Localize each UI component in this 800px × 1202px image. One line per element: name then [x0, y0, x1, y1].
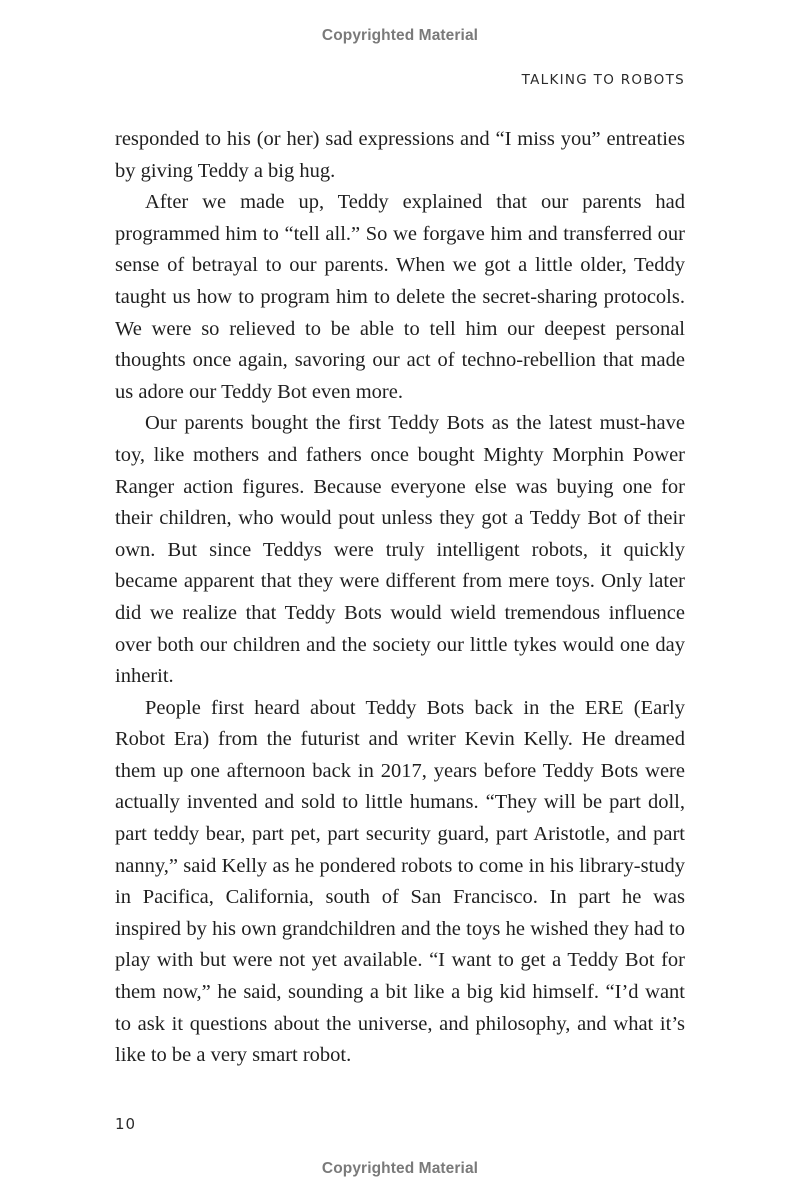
paragraph-continued: responded to his (or her) sad expressions and “I miss you” entreaties by giving Teddy a big hug. [115, 128, 685, 182]
page-number: 10 [115, 1115, 137, 1133]
paragraph: Our parents bought the first Teddy Bots as the latest must-have toy, like mothers and fathers once bought Mighty Morphin Power Ranger action figures. Because everyone else was buying one for their children, who would pout unless they got a Teddy Bot of their own. But since Teddys were truly intelligent robots, it quickly became apparent that they were different from mere toys. Only later did we realize that Teddy Bots would wield tremendous influence over both our children and the society our little tykes would one day inherit. [115, 412, 685, 688]
body-text [115, 124, 685, 1072]
running-head: TALKING TO ROBOTS [521, 72, 685, 88]
copyright-watermark-bottom: Copyrighted Material [321, 1160, 479, 1177]
paragraph: People first heard about Teddy Bots back in the ERE (Early Robot Era) from the futurist and writer Kevin Kelly. He dreamed them up one afternoon back in 2017, years before Teddy Bots were actually invented and sold to little humans. “They will be part doll, part teddy bear, part pet, part security guard, part Aristotle, and part nanny,” said Kelly as he pondered robots to come in his library-study in Pacifica, California, south of San Francisco. In part he was inspired by his own grandchildren and the toys he wished they had to play with but were not yet available. “I want to get a Teddy Bot for them now,” he said, sounding a bit like a big kid himself. “I’d want to ask it questions about the universe, and philosophy, and what it’s like to be a very smart robot. [115, 696, 685, 1067]
copyright-watermark-top: Copyrighted Material [321, 27, 479, 44]
paragraph: After we made up, Teddy explained that our parents had programmed him to “tell all.” So we forgave him and transferred our sense of betrayal to our parents. When we got a little older, Teddy taught us how to program him to delete the secret-sharing protocols. We were so relieved to be able to tell him our deepest personal thoughts once again, savoring our act of techno-rebellion that made us adore our Teddy Bot even more. [115, 191, 685, 403]
